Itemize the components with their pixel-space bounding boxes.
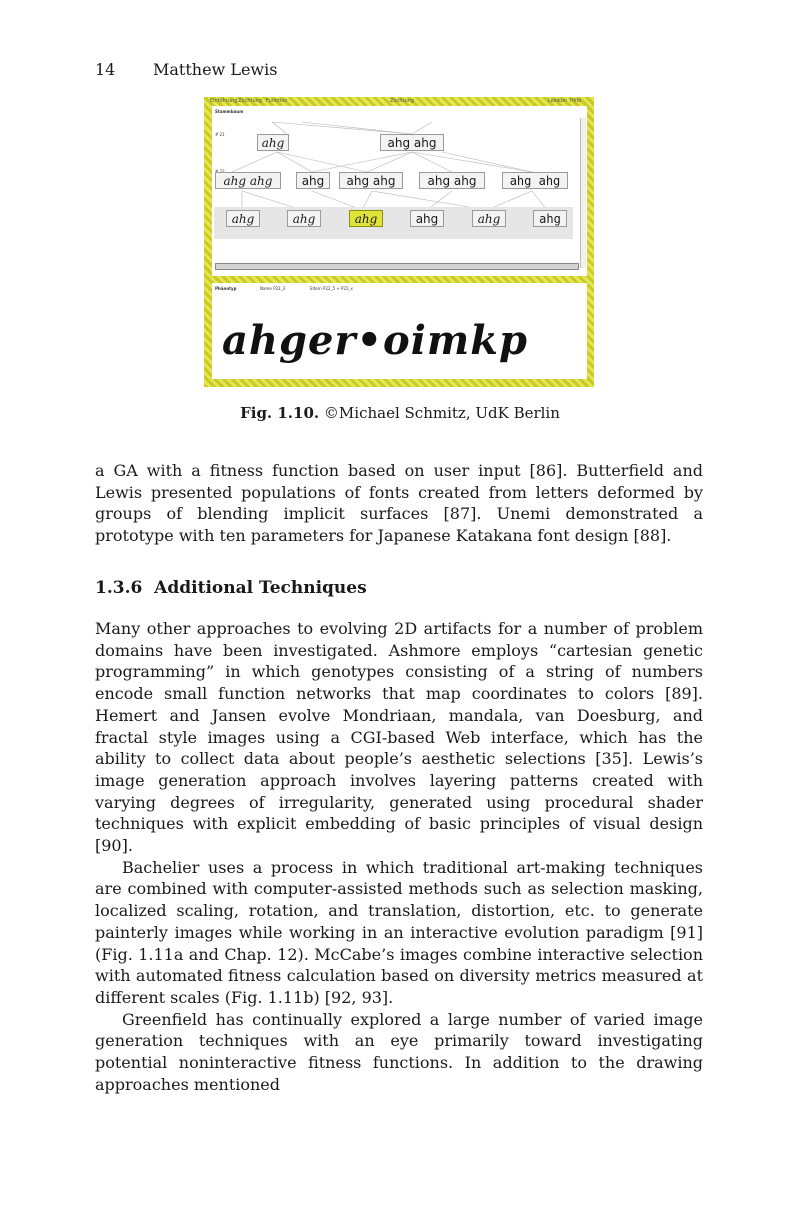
generation-label: # 21 xyxy=(215,132,225,137)
font-specimen[interactable]: ahg ahg xyxy=(339,172,403,189)
font-specimen[interactable]: ahg xyxy=(410,210,444,227)
font-specimen[interactable]: ahg xyxy=(287,210,321,227)
font-specimen[interactable]: ahg xyxy=(257,134,289,151)
horizontal-scrollbar[interactable] xyxy=(215,263,579,270)
section-heading xyxy=(95,578,367,598)
figure-family-tree-panel xyxy=(212,106,587,276)
body-text-block xyxy=(95,618,703,1095)
paragraph-text: Bachelier uses a process in which traditional art-making techniques are combined with computer-assisted methods such as selection masking, localized scaling, rotation, and translation, distortion, etc. to generate painterly images while working in an interactive evolution paradigm [91] (Fig. 1.11a and Chap. 12). McCabe’s images combine interactive selection with automated fitness calculation based on diversity metrics measured at different scales (Fig. 1.11b) [92, 93]. xyxy=(95,857,703,1007)
font-specimen[interactable]: ahg xyxy=(472,210,506,227)
font-specimen[interactable]: ahg ahg xyxy=(215,172,281,189)
font-specimen[interactable]: ahg ahg xyxy=(502,172,568,189)
running-header xyxy=(95,60,277,79)
figure-caption-text: ©Michael Schmitz, UdK Berlin xyxy=(323,404,560,422)
body-paragraph xyxy=(95,460,703,547)
menu-item: Züchtung xyxy=(390,98,414,104)
menu-item: Einführung xyxy=(210,98,238,104)
font-specimen[interactable]: ahg ahg xyxy=(419,172,485,189)
selected-generation-row xyxy=(214,207,573,239)
panel-label: Stammbaum xyxy=(215,109,244,114)
font-specimen[interactable]: ahg xyxy=(226,210,260,227)
section-title: Additional Techniques xyxy=(154,578,367,598)
specimen-parents: Eltern P22_5 + P22_x xyxy=(310,286,353,291)
paragraph-text: Greenfield has continually explored a large number of varied image generation techniques with an eye primarily toward investigating potential noninteractive fitness functions. In addition to the drawing approaches mentioned xyxy=(95,1009,703,1094)
figure-screenshot xyxy=(204,97,594,387)
panel-label: Phänotyp xyxy=(215,286,237,291)
figure-caption-label: Fig. 1.10. xyxy=(240,404,320,422)
specimen-name: Name P22_3 xyxy=(260,286,286,291)
font-specimen-selected[interactable]: ahg xyxy=(349,210,383,227)
menu-item: Funktion xyxy=(266,98,288,104)
figure-menu-bar xyxy=(210,98,588,105)
font-specimen[interactable]: ahg ahg xyxy=(380,134,444,151)
vertical-scrollbar[interactable] xyxy=(580,118,586,268)
lineage-lines xyxy=(212,106,572,216)
paragraph-text: Many other approaches to evolving 2D artifacts for a number of problem domains have been investigated. Ashmore employs “cartesian genetic programming” in which genotypes consisting of a string of numbers encode small function networks that map coordinates to colors [89]. Hemert and Jansen evolve Mondriaan, mandala, van Doesburg, and fractal style images using a CGI-based Web interface, which has the ability to collect data about people’s aesthetic selections [35]. Lewis’s image generation approach involves layering patterns created with varying degrees of irregularity, generated using procedural shader techniques with explicit embedding of basic principles of visual design [90]. xyxy=(95,619,703,856)
menu-item: Hilfe xyxy=(570,98,582,104)
figure-phenotype-panel xyxy=(212,283,587,379)
running-author: Matthew Lewis xyxy=(153,60,278,79)
page-number: 14 xyxy=(95,60,116,79)
font-specimen[interactable]: ahg xyxy=(533,210,567,227)
section-number: 1.3.6 xyxy=(95,578,143,598)
figure-caption xyxy=(0,404,800,422)
font-specimen[interactable]: ahg xyxy=(296,172,330,189)
phenotype-specimen-text: ahger•oimkp xyxy=(222,317,528,364)
menu-item: Lexikon xyxy=(548,98,567,104)
menu-item: Züchtung xyxy=(238,98,262,104)
paragraph-text: a GA with a fitness function based on user input [86]. Butterfield and Lewis presented populations of fonts created from letters deformed by groups of blending implicit surfaces [87]. Unemi demonstrated a prototype with ten parameters for Japanese Katakana font design [88]. xyxy=(95,461,703,546)
